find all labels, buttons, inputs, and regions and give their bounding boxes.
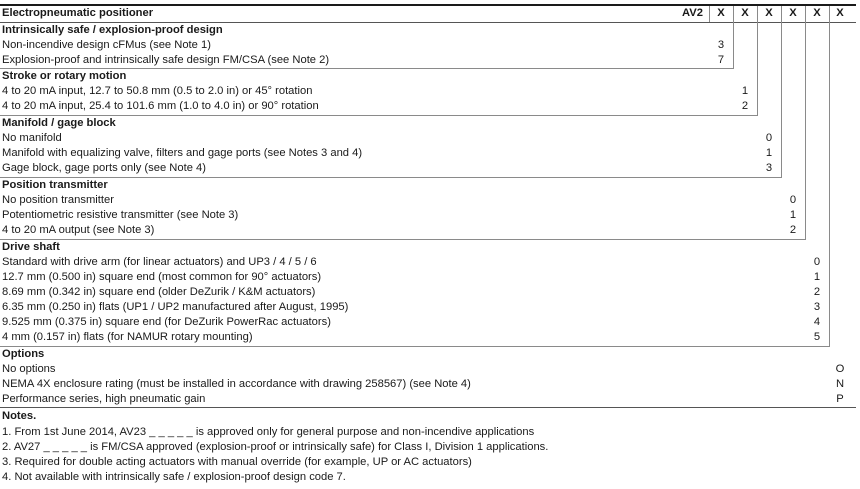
note-item: 2. AV27 _ _ _ _ _ is FM/CSA approved (explosion-proof or intrinsically safe) for Class I, Division 1 applications. (2, 441, 549, 453)
option-label: No options (2, 363, 56, 375)
option-label: 4 to 20 mA input, 25.4 to 101.6 mm (1.0 to 4.0 in) or 90° rotation (2, 100, 319, 112)
section-bracket (805, 22, 806, 240)
section-title: Stroke or rotary motion (2, 70, 127, 82)
model-prefix: AV2 (682, 7, 703, 19)
section-title: Manifold / gage block (2, 117, 116, 129)
option-label: 4 to 20 mA input, 12.7 to 50.8 mm (0.5 to 2.0 in) or 45° rotation (2, 85, 313, 97)
column-divider (781, 6, 782, 22)
option-label: 4 to 20 mA output (see Note 3) (2, 224, 155, 236)
option-label: 6.35 mm (0.250 in) flats (UP1 / UP2 manufactured after August, 1995) (2, 301, 349, 313)
note-item: 1. From 1st June 2014, AV23 _ _ _ _ _ is approved only for general purpose and non-incendive applications (2, 426, 535, 438)
option-code: 3 (717, 39, 725, 51)
section-rule (0, 346, 830, 347)
option-label: Potentiometric resistive transmitter (see Note 3) (2, 209, 239, 221)
table-title: Electropneumatic positioner (2, 7, 154, 19)
section-title: Drive shaft (2, 241, 60, 253)
column-divider (733, 6, 734, 22)
option-label: 4 mm (0.157 in) flats (for NAMUR rotary mounting) (2, 331, 253, 343)
option-label: 12.7 mm (0.500 in) square end (most common for 90° actuators) (2, 271, 322, 283)
section-rule (0, 407, 856, 408)
notes-title: Notes. (2, 410, 37, 422)
option-label: Performance series, high pneumatic gain (2, 393, 206, 405)
option-code: 3 (813, 301, 821, 313)
section-bracket (781, 22, 782, 178)
option-code: 1 (765, 147, 773, 159)
option-code: N (835, 378, 845, 390)
option-code: 3 (765, 162, 773, 174)
x-mark: X (765, 7, 773, 19)
section-title: Position transmitter (2, 179, 108, 191)
option-label: 9.525 mm (0.375 in) square end (for DeZurik PowerRac actuators) (2, 316, 331, 328)
x-mark: X (836, 7, 844, 19)
option-code: 4 (813, 316, 821, 328)
x-mark: X (717, 7, 725, 19)
section-bracket (757, 22, 758, 116)
column-divider (757, 6, 758, 22)
option-label: Non-incendive design cFMus (see Note 1) (2, 39, 211, 51)
x-mark: X (789, 7, 797, 19)
option-code: 0 (765, 132, 773, 144)
note-item: 4. Not available with intrinsically safe / explosion-proof design code 7. (2, 471, 346, 483)
option-label: NEMA 4X enclosure rating (must be installed in accordance with drawing 258567) (see Note 4) (2, 378, 471, 390)
column-divider (829, 6, 830, 22)
option-code: P (836, 393, 844, 405)
option-label: Explosion-proof and intrinsically safe design FM/CSA (see Note 2) (2, 54, 330, 66)
option-code: 2 (741, 100, 749, 112)
option-label: 8.69 mm (0.342 in) square end (older DeZurik / K&M actuators) (2, 286, 316, 298)
section-bracket (733, 22, 734, 69)
top-rule (0, 4, 856, 6)
x-mark: X (741, 7, 749, 19)
section-rule (0, 68, 734, 69)
option-code: 1 (813, 271, 821, 283)
option-code: 0 (789, 194, 797, 206)
x-mark: X (813, 7, 821, 19)
section-bracket (829, 22, 830, 347)
option-code: 5 (813, 331, 821, 343)
option-code: O (835, 363, 845, 375)
section-title: Intrinsically safe / explosion-proof design (2, 24, 223, 36)
option-label: No position transmitter (2, 194, 114, 206)
option-label: Gage block, gage ports only (see Note 4) (2, 162, 206, 174)
option-code: 2 (789, 224, 797, 236)
option-code: 2 (813, 286, 821, 298)
note-item: 3. Required for double acting actuators with manual override (for example, UP or AC actuators) (2, 456, 472, 468)
column-divider (805, 6, 806, 22)
option-code: 1 (789, 209, 797, 221)
option-code: 7 (717, 54, 725, 66)
option-code: 0 (813, 256, 821, 268)
header-rule (0, 22, 856, 23)
section-title: Options (2, 348, 45, 360)
option-label: Standard with drive arm (for linear actuators) and UP3 / 4 / 5 / 6 (2, 256, 317, 268)
section-rule (0, 239, 806, 240)
option-label: No manifold (2, 132, 62, 144)
section-rule (0, 177, 782, 178)
option-code: 1 (741, 85, 749, 97)
column-divider (709, 6, 710, 22)
option-label: Manifold with equalizing valve, filters and gage ports (see Notes 3 and 4) (2, 147, 363, 159)
section-rule (0, 115, 758, 116)
